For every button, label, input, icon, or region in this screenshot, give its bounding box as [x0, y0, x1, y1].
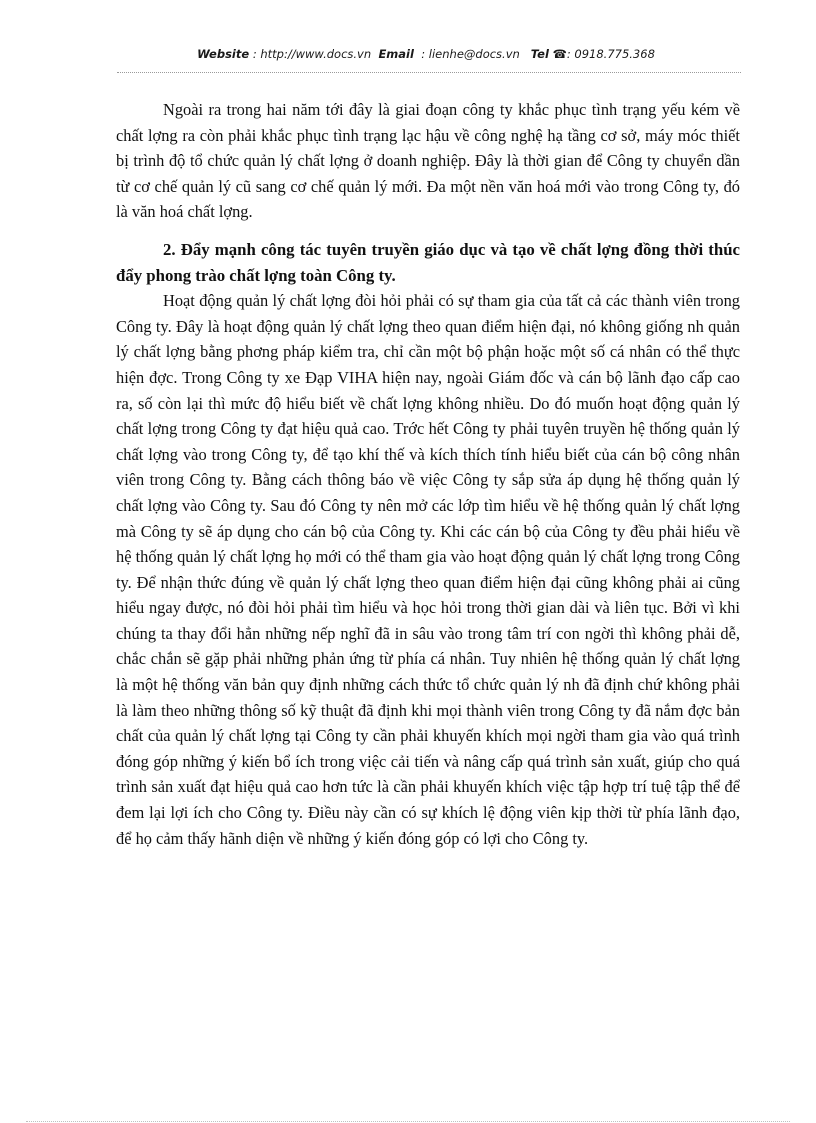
email-value: : lienhe@docs.vn: [421, 47, 520, 61]
page-header: [0, 47, 816, 61]
section-heading-2: 2. Đẩy mạnh công tác tuyên truyền giáo dục và tạo về chất lợng đồng thời thúc đẩy phong trào chất lợng toàn Công ty.: [116, 239, 740, 285]
email-label: Email: [378, 47, 414, 61]
paragraph-1: Ngoài ra trong hai năm tới đây là giai đoạn công ty khắc phục tình trạng yếu kém về chất lợng ra còn phải khắc phục tình trạng lạc hậu về công nghệ hạ tầng cơ sở, máy móc thiết bị trình độ tổ chức quản lý chất lợng ở doanh nghiệp. Đây là thời gian để Công ty chuyển dần từ cơ chế quản lý cũ sang cơ chế quản lý mới. Đa một nền văn hoá mới vào trong Công ty, đó là văn hoá chất lợng.: [116, 100, 740, 222]
tel-value: : 0918.775.368: [566, 47, 655, 61]
paragraph-2: Hoạt động quản lý chất lợng đòi hỏi phải có sự tham gia của tất cả các thành viên trong Công ty. Đây là hoạt động quản lý chất lợng theo quan điểm hiện đại, nó không giống nh quản lý chất lợng bằng phơng pháp kiểm tra, chỉ cần một bộ phận hoặc một số cá nhân có thể thực hiện đợc. Trong Công ty xe Đạp VIHA hiện nay, ngoài Giám đốc và cán bộ lãnh đạo cấp cao ra, số còn lại thì mức độ hiểu biết về chất lợng không nhiều. Do đó muốn hoạt động quản lý chất lợng trong Công ty đạt hiệu quả cao. Trớc hết Công ty phải tuyên truyền hệ thống quản lý chất lợng vào trong Công ty, để tạo khí thế và kích thích tính hiểu biết của cán bộ công nhân viên trong Công ty. Bằng cách thông báo về việc Công ty sắp sửa áp dụng hệ thống quản lý chất lợng vào Công ty. Sau đó Công ty nên mở các lớp tìm hiểu về hệ thống quản lý chất lợng mà Công ty sẽ áp dụng cho cán bộ của Công ty. Khi các cán bộ của Công ty đều phải hiểu về hệ thống quản lý chất lợng họ mới có thể tham gia vào hoạt động quản lý chất lợng trong Công ty. Để nhận thức đúng về quản lý chất lợng theo quan điểm hiện đại cũng không phải ai cũng hiểu ngay được, nó đòi hỏi phải tìm hiểu và học hỏi trong thời gian dài và liên tục. Bởi vì khi chúng ta thay đổi hẳn những nếp nghĩ đã in sâu vào trong tâm trí con ngời thì không phải dễ, chắc chắn sẽ gặp phải những phản ứng từ phía cá nhân. Tuy nhiên hệ thống quản lý chất lợng là một hệ thống văn bản quy định những cách thức tổ chức quản lý nh đã định chứ không phải là làm theo những thông số kỹ thuật đã định khi mọi thành viên trong Công ty đã nắm đợc bản chất của quản lý chất lợng tại Công ty cần phải khuyến khích mọi ngời tham gia vào quá trình đóng góp những ý kiến bổ ích trong việc cải tiến và nâng cấp quá trình sản xuất, giúp cho quá trình sản xuất đạt hiệu quả cao hơn tức là cần phải khuyến khích việc tập hợp trí tuệ tập thể để đem lại lợi ích cho Công ty. Điều này cần có sự khích lệ động viên kịp thời từ phía lãnh đạo, để họ cảm thấy hãnh diện về những ý kiến đóng góp có lợi cho Công ty.: [116, 291, 740, 848]
phone-icon: ☎: [552, 47, 567, 61]
website-value: : http://www.docs.vn: [252, 47, 372, 61]
footer-divider: [26, 1121, 790, 1122]
document-body: [116, 97, 740, 851]
website-label: Website: [197, 47, 250, 61]
tel-label: Tel: [530, 47, 549, 61]
header-divider: [117, 72, 741, 73]
